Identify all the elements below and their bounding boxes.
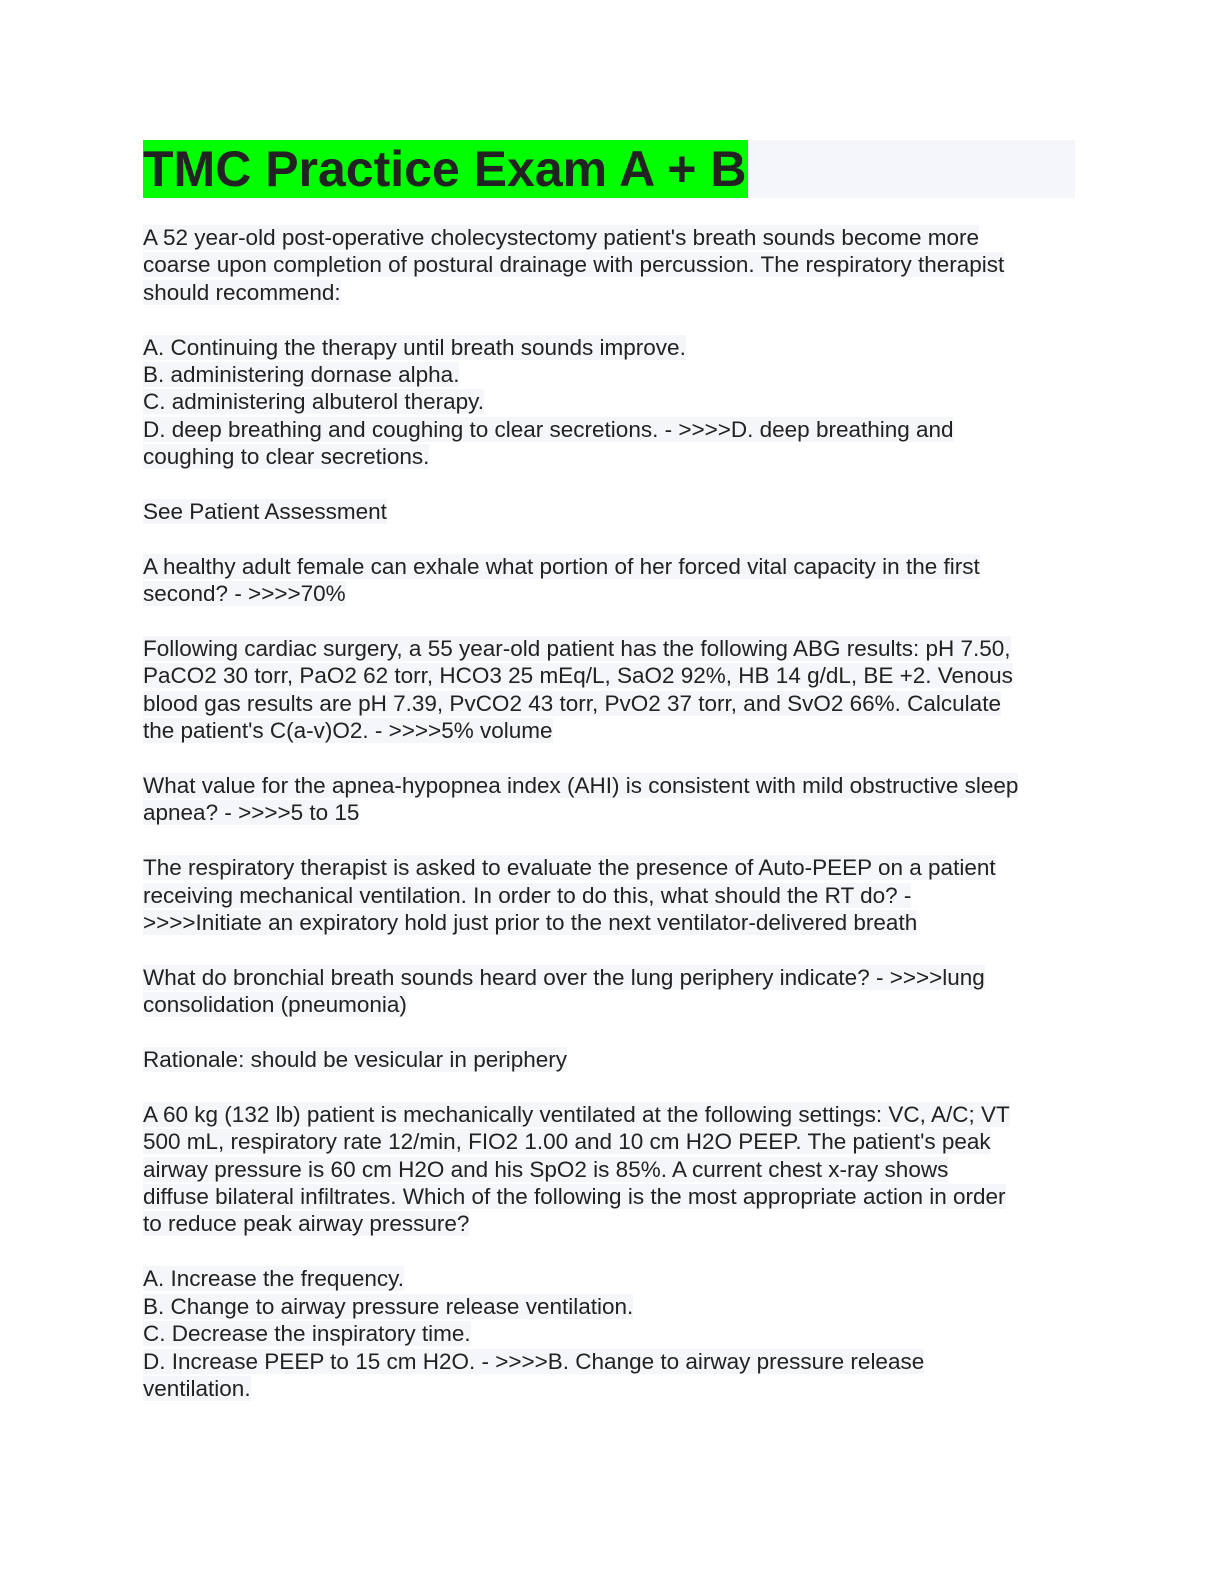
text-line [143, 443, 1075, 470]
paragraph-block [143, 772, 1075, 827]
text-line [143, 964, 1075, 991]
text-line-content: the patient's C(a-v)O2. - >>>>5% volume [143, 718, 553, 744]
document-body [143, 224, 1075, 1402]
text-line [143, 1046, 1075, 1073]
text-line [143, 909, 1075, 936]
text-line-content: What value for the apnea-hypopnea index (AHI) is consistent with mild obstructive sleep [143, 773, 1019, 799]
text-line [143, 580, 1075, 607]
paragraph-block [143, 854, 1075, 936]
text-line [143, 1320, 1075, 1347]
text-line-content: B. Change to airway pressure release ventilation. [143, 1293, 634, 1319]
text-line-content: diffuse bilateral infiltrates. Which of the following is the most appropriate action in order [143, 1184, 1006, 1210]
text-line-content: B. administering dornase alpha. [143, 362, 460, 388]
text-line-content: blood gas results are pH 7.39, PvCO2 43 torr, PvO2 37 torr, and SvO2 66%. Calculate [143, 690, 1001, 716]
text-line-content: C. Decrease the inspiratory time. [143, 1321, 471, 1347]
text-line [143, 1183, 1075, 1210]
text-line-content: apnea? - >>>>5 to 15 [143, 800, 360, 826]
text-line-content: airway pressure is 60 cm H2O and his SpO2 is 85%. A current chest x-ray shows [143, 1156, 949, 1182]
text-line [143, 361, 1075, 388]
text-line-content: >>>>Initiate an expiratory hold just prior to the next ventilator-delivered breath [143, 910, 918, 936]
text-line-content: What do bronchial breath sounds heard over the lung periphery indicate? - >>>>lung [143, 964, 985, 990]
text-line-content: consolidation (pneumonia) [143, 992, 407, 1018]
text-line [143, 854, 1075, 881]
text-line [143, 799, 1075, 826]
paragraph-block [143, 1046, 1075, 1073]
paragraph-block [143, 224, 1075, 306]
text-line-content: Following cardiac surgery, a 55 year-old patient has the following ABG results: pH 7.50, [143, 636, 1011, 662]
text-line [143, 1348, 1075, 1375]
text-line-content: coughing to clear secretions. [143, 444, 430, 470]
text-line [143, 251, 1075, 278]
text-line [143, 388, 1075, 415]
text-line-content: should recommend: [143, 279, 341, 305]
text-line-content: A healthy adult female can exhale what portion of her forced vital capacity in the first [143, 553, 980, 579]
text-line-content: D. Increase PEEP to 15 cm H2O. - >>>>B. Change to airway pressure release [143, 1348, 925, 1374]
text-line-content: A 52 year-old post-operative cholecystectomy patient's breath sounds become more [143, 225, 979, 250]
text-line-content: A 60 kg (132 lb) patient is mechanically ventilated at the following settings: VC, A/C; VT [143, 1101, 1010, 1127]
text-line [143, 1293, 1075, 1320]
text-line-content: D. deep breathing and coughing to clear secretions. - >>>>D. deep breathing and [143, 416, 954, 442]
paragraph-block [143, 334, 1075, 471]
text-line-content: Rationale: should be vesicular in periphery [143, 1047, 567, 1073]
document-page [143, 140, 1075, 1430]
text-line [143, 882, 1075, 909]
text-line [143, 1375, 1075, 1402]
text-line [143, 690, 1075, 717]
text-line-content: to reduce peak airway pressure? [143, 1211, 470, 1237]
text-line-content: A. Continuing the therapy until breath sounds improve. [143, 334, 686, 360]
paragraph-block [143, 1265, 1075, 1402]
text-line-content: ventilation. [143, 1375, 251, 1401]
text-line [143, 279, 1075, 306]
text-line [143, 1265, 1075, 1292]
text-line-content: coarse upon completion of postural drainage with percussion. The respiratory therapist [143, 252, 1005, 278]
text-line-content: See Patient Assessment [143, 499, 387, 525]
page-title: TMC Practice Exam A + B [143, 141, 747, 197]
text-line [143, 662, 1075, 689]
text-line-content: C. administering albuterol therapy. [143, 389, 485, 415]
text-line [143, 224, 1075, 251]
text-line [143, 635, 1075, 662]
text-line [143, 1128, 1075, 1155]
text-line [143, 1156, 1075, 1183]
text-line [143, 1101, 1075, 1128]
paragraph-block [143, 498, 1075, 525]
title-row [143, 140, 1075, 198]
paragraph-block [143, 1101, 1075, 1238]
paragraph-block [143, 964, 1075, 1019]
text-line [143, 991, 1075, 1018]
paragraph-block [143, 553, 1075, 608]
text-line-content: receiving mechanical ventilation. In order to do this, what should the RT do? - [143, 882, 912, 908]
text-line-content: 500 mL, respiratory rate 12/min, FIO2 1.00 and 10 cm H2O PEEP. The patient's peak [143, 1129, 991, 1155]
text-line-content: second? - >>>>70% [143, 581, 346, 607]
text-line [143, 498, 1075, 525]
text-line-content: PaCO2 30 torr, PaO2 62 torr, HCO3 25 mEq/L, SaO2 92%, HB 14 g/dL, BE +2. Venous [143, 663, 1013, 689]
text-line [143, 717, 1075, 744]
paragraph-block [143, 635, 1075, 745]
text-line [143, 772, 1075, 799]
text-line-content: The respiratory therapist is asked to evaluate the presence of Auto-PEEP on a patient [143, 855, 996, 881]
text-line [143, 553, 1075, 580]
text-line [143, 1210, 1075, 1237]
text-line [143, 416, 1075, 443]
text-line-content: A. Increase the frequency. [143, 1266, 404, 1292]
text-line [143, 334, 1075, 361]
